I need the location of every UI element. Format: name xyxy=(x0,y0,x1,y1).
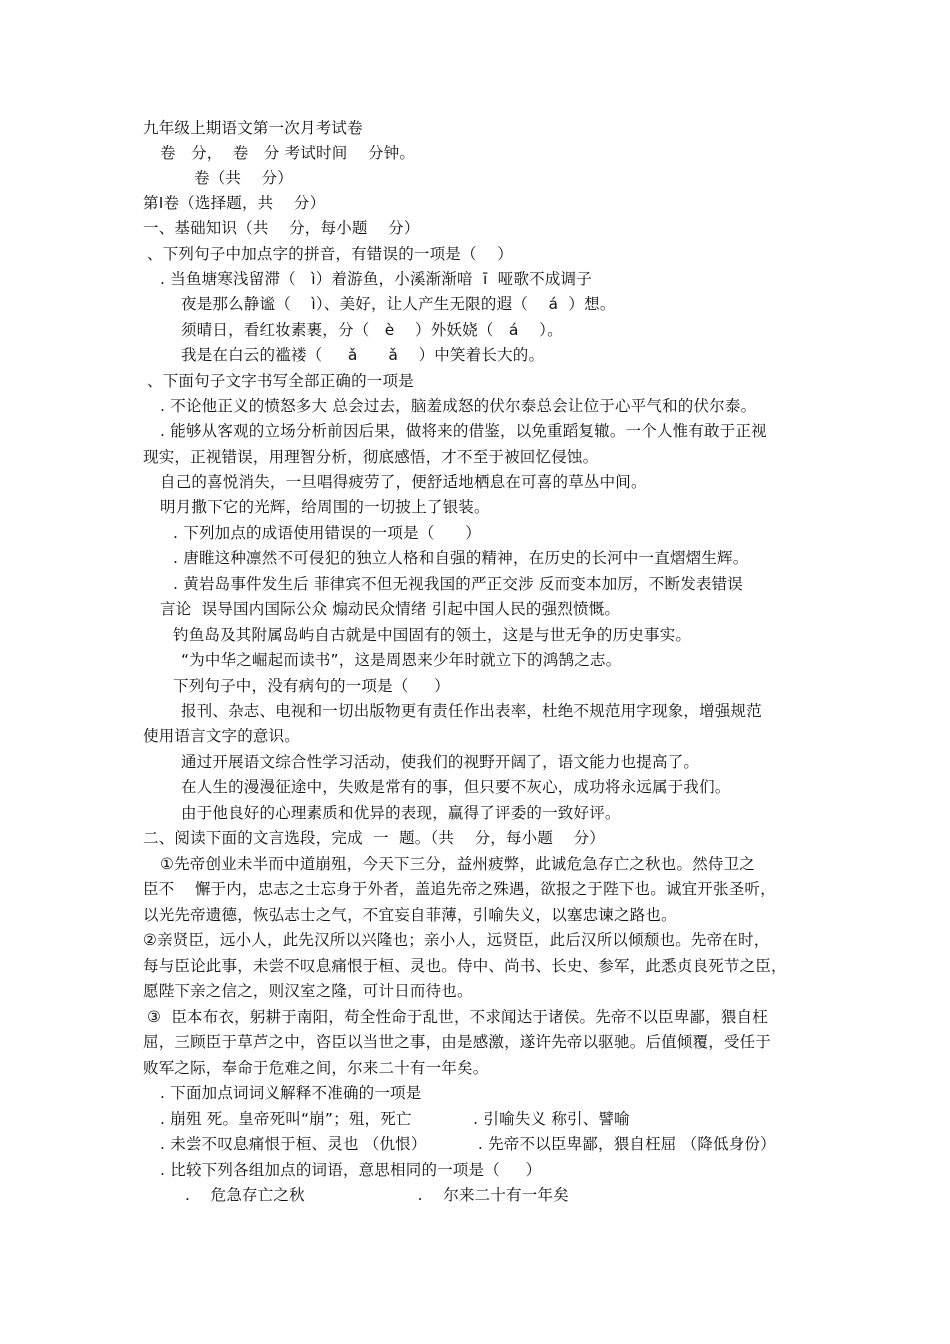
text-line: 言论 误导国内国际公众 煽动民众情绪 引起中国人民的强烈愤慨。 xyxy=(160,600,621,618)
option-line: . 未尝不叹息痛恨于桓、灵也 （仇恨） . 先帝不以臣卑鄙，猥自枉屈 （降低身份） xyxy=(160,1135,776,1153)
section-heading: 二、阅读下面的文言选段，完成 一 题。（共 分，每小题 分） xyxy=(143,829,605,847)
passage-line: 以光先帝遗德，恢弘志士之气，不宜妄自菲薄，引喻失义，以塞忠谏之路也。 xyxy=(143,906,677,924)
question-stem: 、下面句子文字书写全部正确的一项是 xyxy=(147,372,414,390)
passage-line: 败军之际，奉命于危难之间，尔来二十有一年矣。 xyxy=(143,1059,489,1077)
option-line: 我是在白云的褴褛（ ǎ ǎ ）中笑着长大的。 xyxy=(181,346,545,364)
question-stem: . 比较下列各组加点的词语，意思相同的一项是（ ） xyxy=(160,1161,542,1179)
option-line: . 当鱼塘寒浅留滞（ ì）着游鱼，小溪渐渐喑 ī 哑歌不成调子 xyxy=(160,270,592,288)
text-line: 现实，正视错误，用理智分析，彻底感悟，才不至于被回忆侵蚀。 xyxy=(143,448,599,466)
text-line: 卷 分， 卷 分 考试时间 分钟。 xyxy=(160,144,416,162)
option-line: 报刊、杂志、电视和一切出版物更有责任作出表率，杜绝不规范用字现象，增强规范 xyxy=(181,702,762,720)
passage-line: 每与臣论此事，未尝不叹息痛恨于桓、灵也。侍中、尚书、长史、参军，此悉贞良死节之臣， xyxy=(143,957,787,975)
option-line: 由于他良好的心理素质和优异的表现，赢得了评委的一致好评。 xyxy=(181,804,621,822)
passage-line: ②亲贤臣，远小人，此先汉所以兴隆也；亲小人，远贤臣，此后汉所以倾颓也。先帝在时， xyxy=(143,931,770,949)
option-line: . 崩殂 死。皇帝死叫“崩”；殂，死亡 . 引喻失义 称引、譬喻 xyxy=(160,1110,630,1128)
option-line: . 能够从客观的立场分析前因后果，做将来的借鉴，以免重蹈复辙。一个人惟有敢于正视 xyxy=(160,422,767,440)
option-line: . 不论他正义的愤怒多大 总会过去，脑羞成怒的伏尔泰总会让位于心平气和的伏尔泰。 xyxy=(160,397,757,415)
exam-title: 九年级上期语文第一次月考试卷 xyxy=(143,119,363,137)
passage-line: 屈，三顾臣于草芦之中，咨臣以当世之事，由是感激，遂许先帝以驱驰。后值倾覆，受任于 xyxy=(143,1033,772,1051)
option-line: 明月撒下它的光辉，给周围的一切披上了银装。 xyxy=(160,498,490,516)
option-line: 须晴日，看红妆素裹，分（ è ）外妖娆（ á ）。 xyxy=(181,321,563,339)
section-heading: 一、基础知识（共 分，每小题 分） xyxy=(143,219,420,237)
text-line: 使用语言文字的意识。 xyxy=(143,727,301,745)
option-line: “为中华之崛起而读书”，这是周恩来少年时就立下的鸿鹄之志。 xyxy=(181,651,622,669)
option-line: . 危急存亡之秋 . 尔来二十有一年矣 xyxy=(185,1186,569,1204)
option-line: 自己的喜悦消失，一旦唱得疲劳了，便舒适地栖息在可喜的草丛中间。 xyxy=(160,473,647,491)
passage-line: 臣不 懈于内，忠志之士忘身于外者，盖追先帝之殊遇，欲报之于陛下也。诚宜开张圣听， xyxy=(143,880,776,898)
question-stem: 、下列句子中加点字的拼音，有错误的一项是（ ） xyxy=(147,245,513,263)
section-heading: 第Ⅰ卷（选择题，共 分） xyxy=(143,194,326,212)
passage-line: ③ 臣本布衣，躬耕于南阳，苟全性命于乱世，不求闻达于诸侯。先帝不以臣卑鄙，猥自枉 xyxy=(147,1008,768,1026)
passage-line: ①先帝创业未半而中道崩殂，今天下三分，益州疲弊，此诚危急存亡之秋也。然侍卫之 xyxy=(160,855,755,873)
option-line: . 黄岩岛事件发生后 菲律宾不但无视我国的严正交涉 反而变本加厉，不断发表错误 xyxy=(173,575,744,593)
option-line: 夜是那么静谧（ ì）、美好，让人产生无限的遐（ á ）想。 xyxy=(181,295,616,313)
passage-line: 愿陛下亲之信之，则汉室之隆，可计日而待也。 xyxy=(143,982,473,1000)
question-stem: 下列句子中，没有病句的一项是（ ） xyxy=(173,677,450,695)
question-stem: . 下面加点词词义解释不准确的一项是 xyxy=(160,1084,422,1102)
question-stem: . 下列加点的成语使用错误的一项是（ ） xyxy=(173,524,481,542)
option-line: 钓鱼岛及其附属岛屿自古就是中国固有的领土，这是与世无争的历史事实。 xyxy=(173,626,692,644)
text-line: 卷（共 分） xyxy=(194,169,294,187)
option-line: 通过开展语文综合性学习活动，使我们的视野开阔了，语文能力也提高了。 xyxy=(181,753,700,771)
option-line: . 唐睢这种凛然不可侵犯的独立人格和自强的精神，在历史的长河中一直熠熠生辉。 xyxy=(173,549,749,567)
option-line: 在人生的漫漫征途中，失败是常有的事，但只要不灰心，成功将永远属于我们。 xyxy=(181,778,731,796)
